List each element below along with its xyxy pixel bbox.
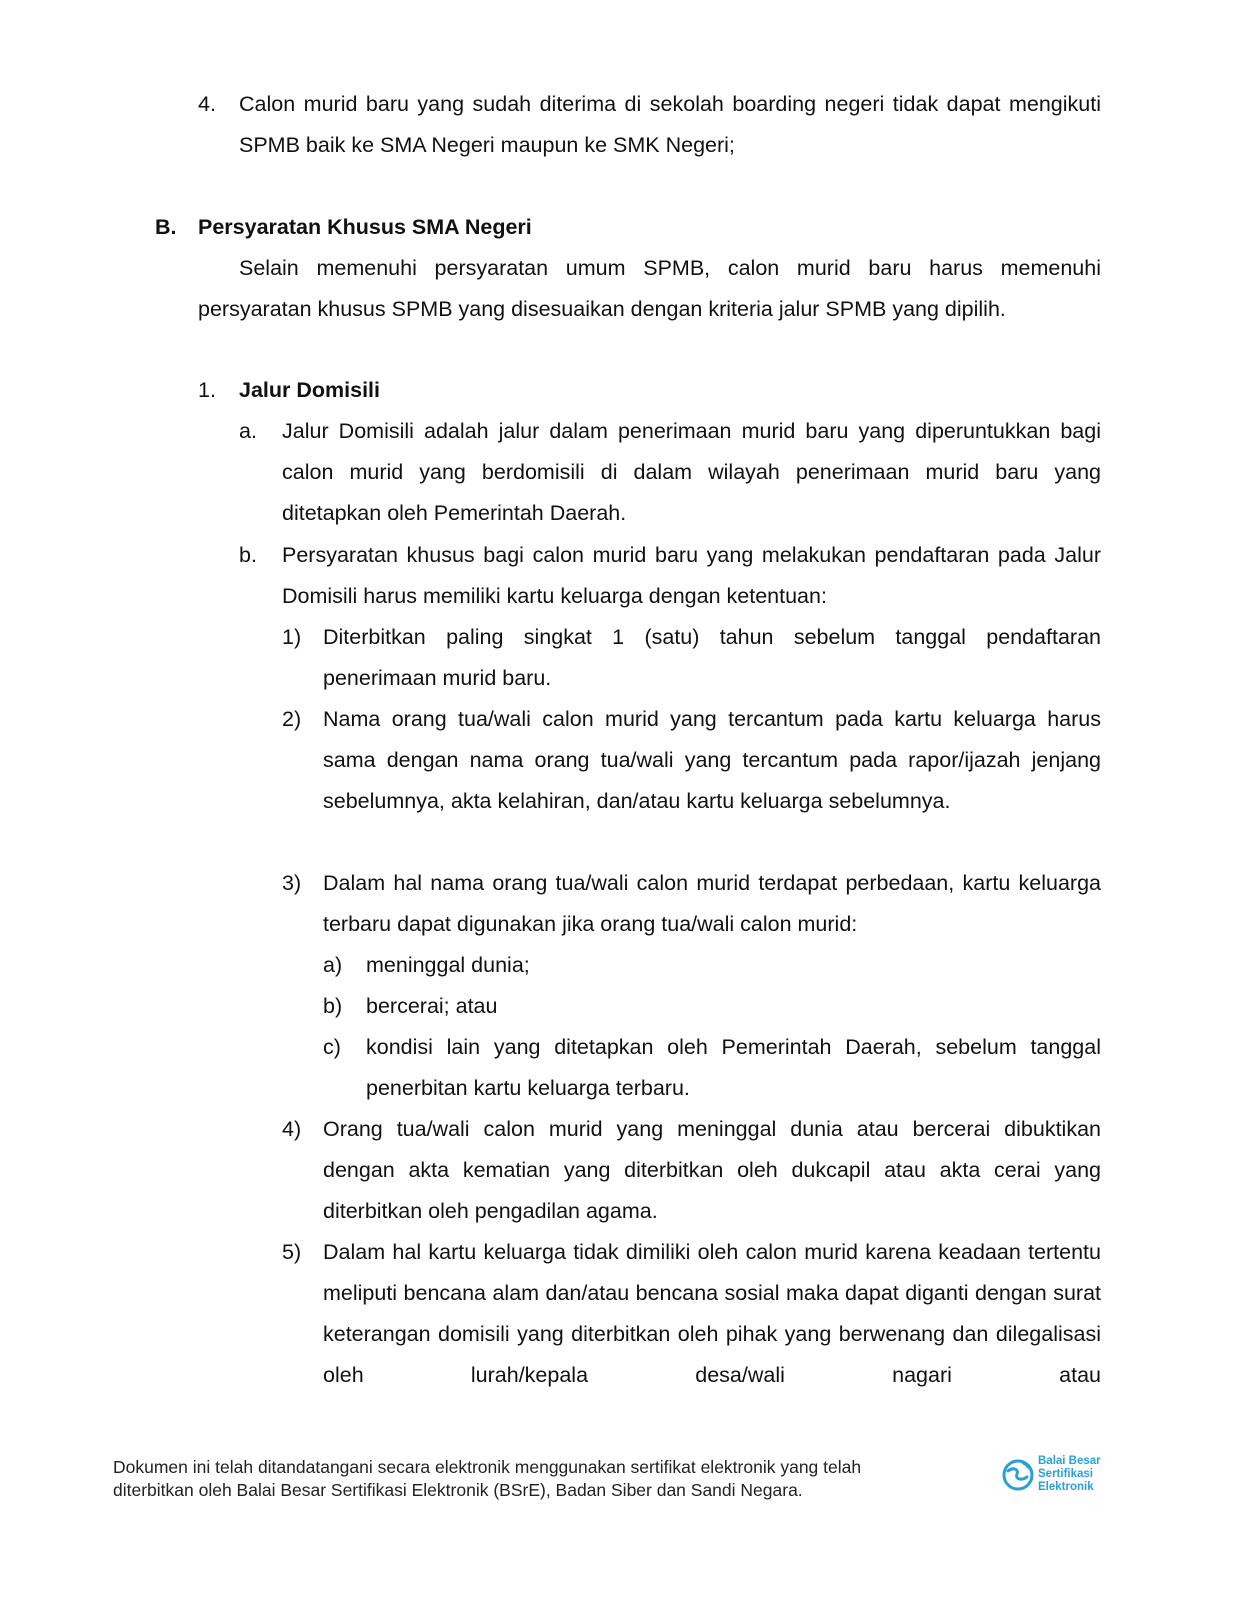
condition-b-text: bercerai; atau: [366, 994, 498, 1018]
point-b-text: Persyaratan khusus bagi calon murid baru yang melakukan pendaftaran pada Jalur Domisili harus memiliki kartu keluarga dengan ketentuan:: [282, 543, 1101, 608]
section-b-intro: Selain memenuhi persyaratan umum SPMB, calon murid baru harus memenuhi persyaratan khusus SPMB yang disesuaikan dengan kriteria jalur SPMB yang dipilih.: [198, 256, 1101, 321]
footer-line-2: diterbitkan oleh Balai Besar Sertifikasi Elektronik (BSrE), Badan Siber dan Sandi Negara.: [113, 1480, 803, 1500]
condition-c-label: c): [323, 1035, 341, 1059]
condition-b-label: b): [323, 994, 343, 1018]
condition-a-text: meninggal dunia;: [366, 953, 530, 977]
point-b-label: b.: [239, 543, 257, 567]
bsre-logo: [1001, 1455, 1121, 1499]
requirement-3-label: 3): [282, 871, 302, 895]
condition-c-text: kondisi lain yang ditetapkan oleh Pemerintah Daerah, sebelum tanggal penerbitan kartu keluarga terbaru.: [366, 1035, 1101, 1100]
item-4-text: Calon murid baru yang sudah diterima di sekolah boarding negeri tidak dapat mengikuti SPMB baik ke SMA Negeri maupun ke SMK Negeri;: [239, 92, 1101, 157]
condition-a-label: a): [323, 953, 343, 977]
bsre-logo-line-2: Sertifikasi: [1038, 1468, 1093, 1480]
section-b-title: Persyaratan Khusus SMA Negeri: [198, 215, 532, 239]
footer-line-1: Dokumen ini telah ditandatangani secara elektronik menggunakan sertifikat elektronik yang telah: [113, 1457, 862, 1477]
point-a-text: Jalur Domisili adalah jalur dalam penerimaan murid baru yang diperuntukkan bagi calon murid yang berdomisili di dalam wilayah penerimaan murid baru yang ditetapkan oleh Pemerintah Daerah.: [282, 419, 1101, 525]
jalur-domisili-title: Jalur Domisili: [239, 378, 380, 402]
requirement-5-text: Dalam hal kartu keluarga tidak dimiliki oleh calon murid karena keadaan tertentu meliputi bencana alam dan/atau bencana sosial maka dapat diganti dengan surat keterangan domisili yang diterbitkan oleh pihak yang berwenang dan dilegalisasi oleh lurah/kepala desa/wali nagari atau: [323, 1240, 1101, 1387]
bsre-logo-text: [1038, 1455, 1101, 1494]
footer-signature-notice: [113, 1456, 983, 1502]
requirement-4-label: 4): [282, 1117, 302, 1141]
requirement-4-text: Orang tua/wali calon murid yang meninggal dunia atau bercerai dibuktikan dengan akta kematian yang diterbitkan oleh dukcapil atau akta cerai yang diterbitkan oleh pengadilan agama.: [323, 1117, 1101, 1223]
requirement-5-label: 5): [282, 1240, 302, 1264]
jalur-domisili-number: 1.: [198, 378, 216, 402]
point-a-label: a.: [239, 419, 257, 443]
bsre-globe-icon: [1001, 1457, 1037, 1493]
requirement-2-text: Nama orang tua/wali calon murid yang tercantum pada kartu keluarga harus sama dengan nama orang tua/wali yang tercantum pada rapor/ijazah jenjang sebelumnya, akta kelahiran, dan/atau kartu keluarga sebelumnya.: [323, 707, 1101, 813]
bsre-logo-line-3: Elektronik: [1038, 1481, 1094, 1493]
requirement-2-label: 2): [282, 707, 302, 731]
section-b-letter: B.: [155, 215, 177, 239]
requirement-1-label: 1): [282, 625, 302, 649]
bsre-logo-line-1: Balai Besar: [1038, 1455, 1101, 1467]
requirement-1-text: Diterbitkan paling singkat 1 (satu) tahun sebelum tanggal pendaftaran penerimaan murid baru.: [323, 625, 1101, 690]
requirement-3-text: Dalam hal nama orang tua/wali calon murid terdapat perbedaan, kartu keluarga terbaru dapat digunakan jika orang tua/wali calon murid:: [323, 871, 1101, 936]
item-4-number: 4.: [198, 92, 216, 116]
